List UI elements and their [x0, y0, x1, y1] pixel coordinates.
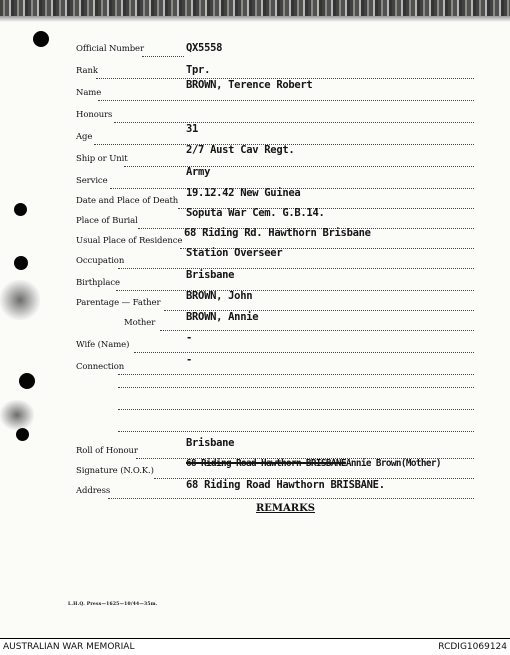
scan-edge-top: [0, 0, 510, 16]
signature-value-group: [186, 458, 441, 469]
usual-residence-label: Usual Place of Residence: [76, 236, 183, 246]
archive-footer: [0, 638, 510, 655]
wife-label: Wife (Name): [76, 340, 130, 350]
connection-label: Connection: [76, 362, 125, 372]
remarks-heading: REMARKS: [256, 503, 315, 514]
place-of-burial-value: Soputa War Cem. G.B.14.: [186, 207, 325, 219]
row-occupation: [0, 247, 510, 272]
rank-label: Rank: [76, 66, 98, 76]
occupation-value: Station Overseer: [186, 247, 283, 259]
scan-edge-shadow: [0, 16, 510, 22]
honours-label: Honours: [76, 110, 113, 120]
connection-value: -: [186, 354, 193, 366]
connection-line-2: [118, 386, 474, 388]
connection-line-3: [118, 408, 474, 410]
name-label: Name: [76, 88, 102, 98]
mother-label: Mother: [124, 318, 156, 328]
signature-label: Signature (N.O.K.): [76, 466, 154, 476]
official-number-value: QX5558: [186, 42, 223, 54]
scan-smudge-left-lower: [0, 400, 34, 430]
row-ship-or-unit: [0, 144, 510, 170]
occupation-label: Occupation: [76, 256, 125, 266]
ship-or-unit-label: Ship or Unit: [76, 154, 128, 164]
footer-institution: AUSTRALIAN WAR MEMORIAL: [3, 642, 135, 652]
printer-note: L.H.Q. Press—1625—10/44—35m.: [68, 602, 158, 607]
signature-struck-value: 68 Riding Road Hawthorn BRISBANE: [186, 458, 346, 469]
row-official-number: [0, 44, 510, 60]
name-value: BROWN, Terence Robert: [186, 79, 313, 91]
birthplace-label: Birthplace: [76, 278, 120, 288]
wife-value: -: [186, 332, 193, 344]
address-value: 68 Riding Road Hawthorn BRISBANE.: [186, 479, 385, 491]
birthplace-value: Brisbane: [186, 269, 235, 281]
roll-of-honour-label: Roll of Honour: [76, 446, 138, 456]
row-mother: [0, 311, 510, 334]
signature-value: Annie Brown(Mother): [345, 458, 441, 469]
row-address: [0, 479, 510, 502]
row-connection: [0, 354, 510, 378]
service-label: Service: [76, 176, 108, 186]
usual-residence-value: 68 Riding Rd. Hawthorn Brisbane: [184, 227, 371, 239]
rank-value: Tpr.: [186, 64, 211, 76]
row-wife: [0, 332, 510, 356]
row-name: [0, 79, 510, 104]
date-place-death-label: Date and Place of Death: [76, 196, 179, 206]
row-birthplace: [0, 269, 510, 294]
father-label: Parentage — Father: [76, 298, 161, 308]
roll-of-honour-value: Brisbane: [186, 437, 235, 449]
official-number-label: Official Number: [76, 44, 144, 54]
date-place-death-value: 19.12.42 New Guinea: [186, 187, 301, 199]
age-value: 31: [186, 123, 199, 135]
row-honours: [0, 110, 510, 126]
mother-value: BROWN, Annie: [186, 311, 259, 323]
footer-record-id: RCDIG1069124: [438, 642, 507, 652]
address-label: Address: [76, 486, 111, 496]
connection-line-4: [118, 430, 474, 432]
age-label: Age: [76, 132, 93, 142]
service-value: Army: [186, 166, 211, 178]
ship-or-unit-value: 2/7 Aust Cav Regt.: [186, 144, 295, 156]
place-of-burial-label: Place of Burial: [76, 216, 138, 226]
father-value: BROWN, John: [186, 290, 253, 302]
